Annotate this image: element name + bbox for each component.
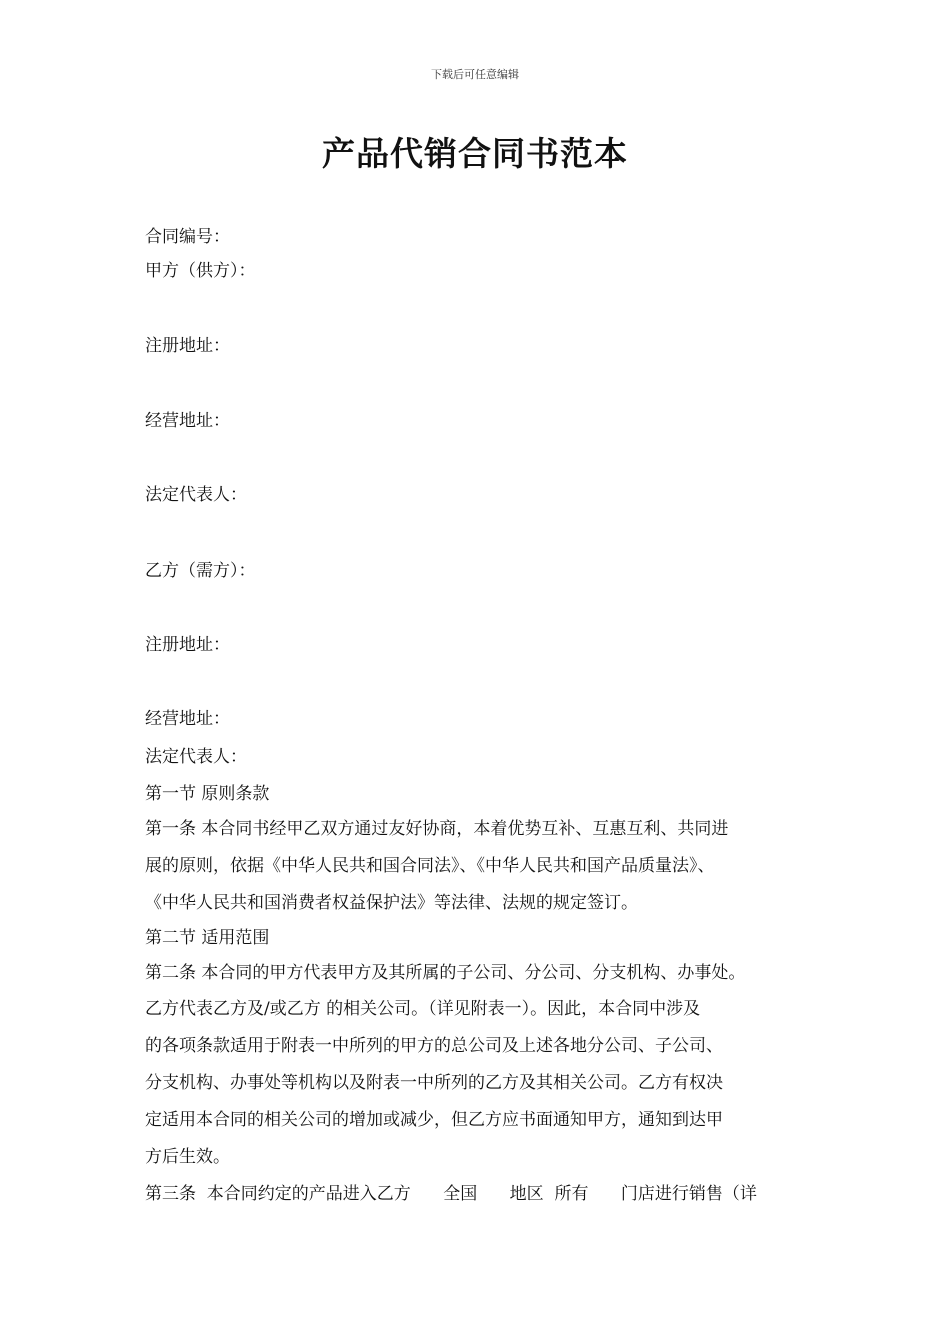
article-2-line-5: 定适用本合同的相关公司的增加或减少，但乙方应书面通知甲方，通知到达甲 [145,1110,723,1130]
article-2-line-1: 第二条 本合同的甲方代表甲方及其所属的子公司、分公司、分支机构、办事处。 [145,963,746,983]
article-3-line-1: 第三条 本合同约定的产品进入乙方 全国 地区 所有 门店进行销售（详 [145,1184,757,1204]
party-a-legal-representative: 法定代表人： [145,485,247,505]
party-a-registered-address: 注册地址： [145,336,230,356]
article-2-line-2: 乙方代表乙方及/或乙方 的相关公司。（详见附表一）。因此，本合同中涉及 [145,999,701,1019]
document-title: 产品代销合同书范本 [322,134,628,173]
section-2-title: 第二节 适用范围 [145,928,270,948]
article-1-line-2: 展的原则，依据《中华人民共和国合同法》、《中华人民共和国产品质量法》、 [145,856,715,876]
contract-number-label: 合同编号： [145,227,230,247]
party-a-business-address: 经营地址： [145,411,230,431]
party-b-registered-address: 注册地址： [145,635,230,655]
article-2-line-3: 的各项条款适用于附表一中所列的甲方的总公司及上述各地分公司、子公司、 [145,1036,723,1056]
party-a-label: 甲方（供方）： [145,261,256,281]
section-1-title: 第一节 原则条款 [145,784,270,804]
article-1-line-1: 第一条 本合同书经甲乙双方通过友好协商，本着优势互补、互惠互利、共同进 [145,819,729,839]
header-note: 下载后可任意编辑 [431,68,519,81]
party-b-business-address: 经营地址： [145,709,230,729]
party-b-legal-representative: 法定代表人： [145,747,247,767]
party-b-label: 乙方（需方）： [145,561,256,581]
article-1-line-3: 《中华人民共和国消费者权益保护法》等法律、法规的规定签订。 [145,893,638,913]
article-2-line-6: 方后生效。 [145,1147,230,1167]
article-2-line-4: 分支机构、办事处等机构以及附表一中所列的乙方及其相关公司。乙方有权决 [145,1073,723,1093]
